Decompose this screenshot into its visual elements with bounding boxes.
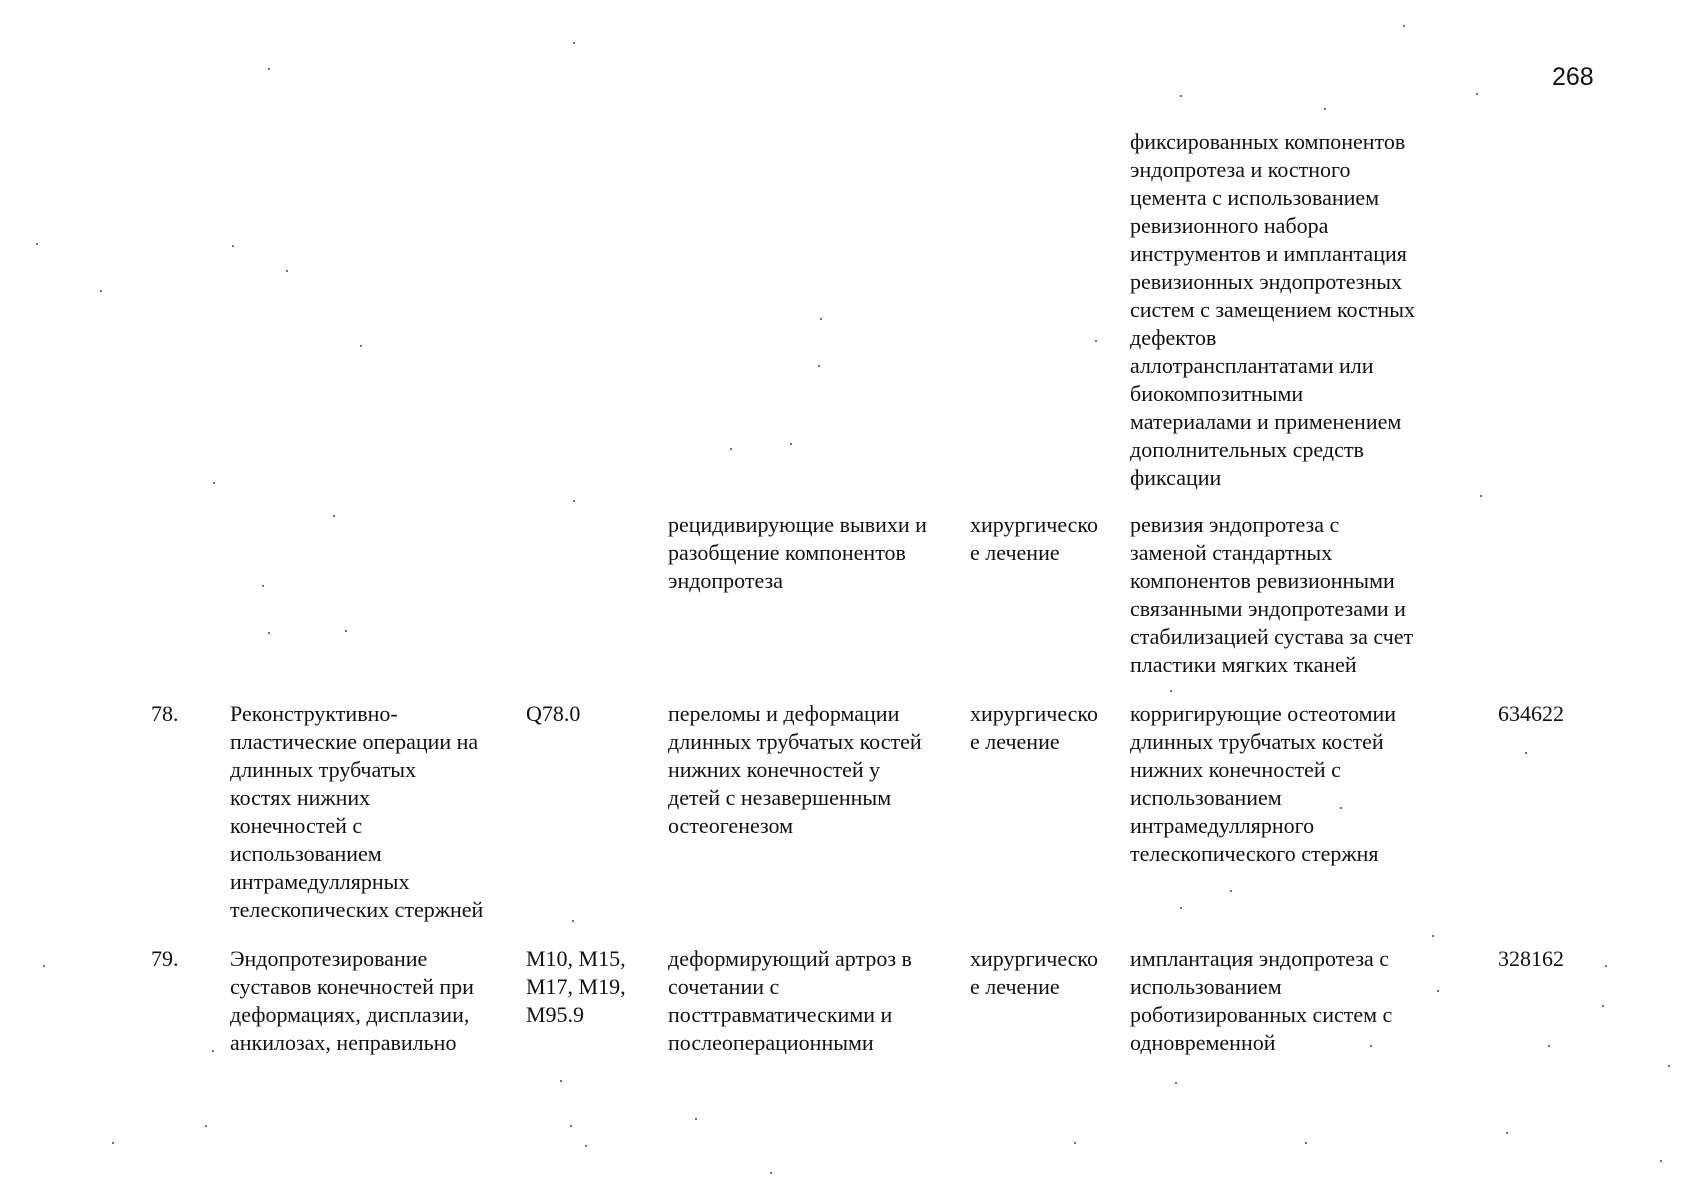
treatment-type-cell: хирургическо е лечение — [970, 701, 1098, 754]
page-number: 268 — [1552, 63, 1594, 91]
diagnosis-cell: переломы и деформации длинных трубчатых костей нижних конечностей у детей с незавершенным остеогенезом — [668, 701, 922, 838]
care-type-name-cell: Реконструктивно- пластические операции на длинных трубчатых костях нижних конечностей с использованием интрамедуллярных телескопических стержней — [230, 701, 484, 922]
care-type-name-cell: Эндопротезирование суставов конечностей при деформациях, дисплазии, анкилозах, неправильно — [230, 946, 474, 1055]
treatment-type-cell: хирургическо е лечение — [970, 946, 1098, 999]
diagnosis-cell: рецидивирующие вывихи и разобщение компонентов эндопротеза — [668, 512, 927, 593]
cost-cell: 634622 — [1498, 701, 1564, 726]
method-cell: имплантация эндопротеза с использованием роботизированных систем с одновременной — [1130, 946, 1393, 1055]
diagnosis-cell: деформирующий артроз в сочетании с посттравматическими и послеоперационными — [668, 946, 912, 1055]
icd-code-cell: M10, M15, M17, M19, M95.9 — [526, 946, 626, 1027]
continuation-method-text: фиксированных компонентов эндопротеза и костного цемента с использованием ревизионного набора инструментов и имплантация ревизионных эндопротезных систем с замещением костных дефектов аллотрансплантатами или биокомпозитными материалами и применением дополнительных средств фиксации — [1130, 129, 1416, 490]
treatment-type-cell: хирургическо е лечение — [970, 512, 1098, 565]
method-cell: корригирующие остеотомии длинных трубчатых костей нижних конечностей с использованием интрамедуллярного телескопического стержня — [1130, 701, 1397, 866]
row-number-cell: 79. — [151, 946, 179, 971]
row-number-cell: 78. — [151, 701, 179, 726]
icd-code-cell: Q78.0 — [526, 701, 581, 726]
method-cell: ревизия эндопротеза с заменой стандартных компонентов ревизионными связанными эндопротезами и стабилизацией сустава за счет пластики мягких тканей — [1130, 512, 1414, 677]
cost-cell: 328162 — [1498, 946, 1564, 971]
